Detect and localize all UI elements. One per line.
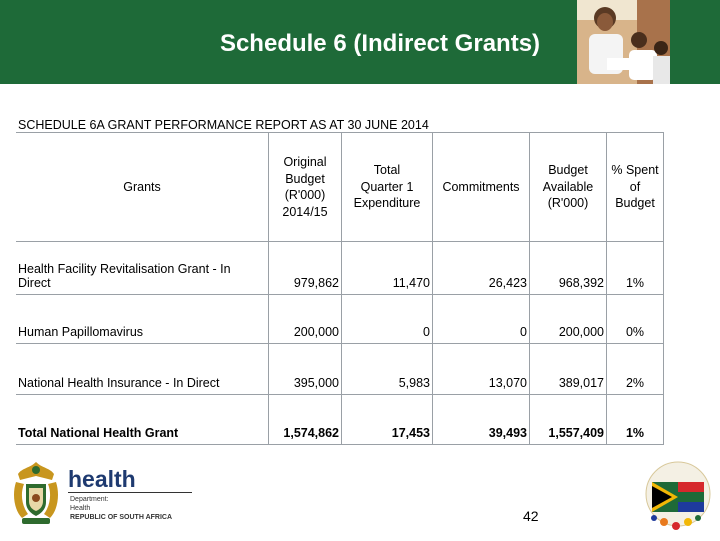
header-photo	[577, 0, 670, 84]
row-budget-available: 200,000	[530, 295, 607, 344]
row-expenditure: 5,983	[342, 344, 433, 395]
country-name: REPUBLIC OF SOUTH AFRICA	[70, 514, 173, 521]
header-line: 2014/15	[282, 204, 328, 219]
row-pct-spent: 1%	[607, 242, 664, 295]
logo-divider	[68, 492, 192, 493]
row-pct-spent: 0%	[607, 295, 664, 344]
header-line: Budget	[285, 171, 325, 186]
header-line: (R'000)	[284, 188, 326, 202]
row-budget-available: 968,392	[530, 242, 607, 295]
total-original-budget: 1,574,862	[269, 395, 342, 445]
row-original-budget: 395,000	[269, 344, 342, 395]
header-line: (R'000)	[547, 196, 589, 211]
coat-of-arms-icon	[8, 458, 64, 528]
table-row	[16, 344, 664, 395]
total-expenditure: 17,453	[342, 395, 433, 445]
col-header-pct-spent	[607, 133, 664, 242]
page-number: 42	[523, 508, 539, 524]
anniversary-emblem-icon	[634, 452, 714, 536]
row-grant-name: Human Papillomavirus	[16, 295, 269, 344]
header-line: Quarter 1	[360, 179, 414, 194]
col-header-budget-available	[530, 133, 607, 242]
coat-of-arms-logo	[8, 458, 64, 533]
photo-image	[577, 0, 670, 84]
row-original-budget: 979,862	[269, 242, 342, 295]
row-pct-spent: 2%	[607, 344, 664, 395]
total-budget-available: 1,557,409	[530, 395, 607, 445]
col-header-original-budget	[269, 133, 342, 242]
header-line: Expenditure	[353, 196, 421, 211]
total-commitments: 39,493	[433, 395, 530, 445]
header-row	[16, 133, 664, 242]
col-header-total-expenditure	[342, 133, 433, 242]
row-commitments: 13,070	[433, 344, 530, 395]
row-commitments: 26,423	[433, 242, 530, 295]
total-grant-name: Total National Health Grant	[16, 395, 269, 445]
row-grant-name: Health Facility Revitalisation Grant - In Direct	[16, 242, 269, 295]
row-expenditure: 0	[342, 295, 433, 344]
page-title: Schedule 6 (Indirect Grants)	[219, 30, 541, 57]
col-header-grants: Grants	[16, 133, 269, 242]
grant-table	[16, 132, 664, 445]
header-line: Budget	[548, 163, 588, 178]
row-grant-name: National Health Insurance - In Direct	[16, 344, 269, 395]
report-title: SCHEDULE 6A GRANT PERFORMANCE REPORT AS AT 30 JUNE 2014	[18, 118, 429, 132]
header-line: of	[629, 179, 641, 194]
table-row	[16, 242, 664, 295]
total-row	[16, 395, 664, 445]
header-line: % Spent	[611, 163, 659, 178]
header-line: Budget	[615, 196, 655, 211]
row-commitments: 0	[433, 295, 530, 344]
row-budget-available: 389,017	[530, 344, 607, 395]
row-original-budget: 200,000	[269, 295, 342, 344]
header-line: Available	[542, 179, 594, 194]
anniversary-badge	[634, 452, 714, 541]
dept-name: Health	[70, 505, 91, 512]
total-pct-spent: 1%	[607, 395, 664, 445]
health-logo-word: health	[68, 466, 136, 492]
header-line: Original	[283, 155, 327, 169]
col-header-commitments: Commitments	[433, 133, 530, 242]
table-row	[16, 295, 664, 344]
row-expenditure: 11,470	[342, 242, 433, 295]
dept-label: Department:	[70, 496, 109, 503]
header-line: Total	[373, 163, 401, 178]
